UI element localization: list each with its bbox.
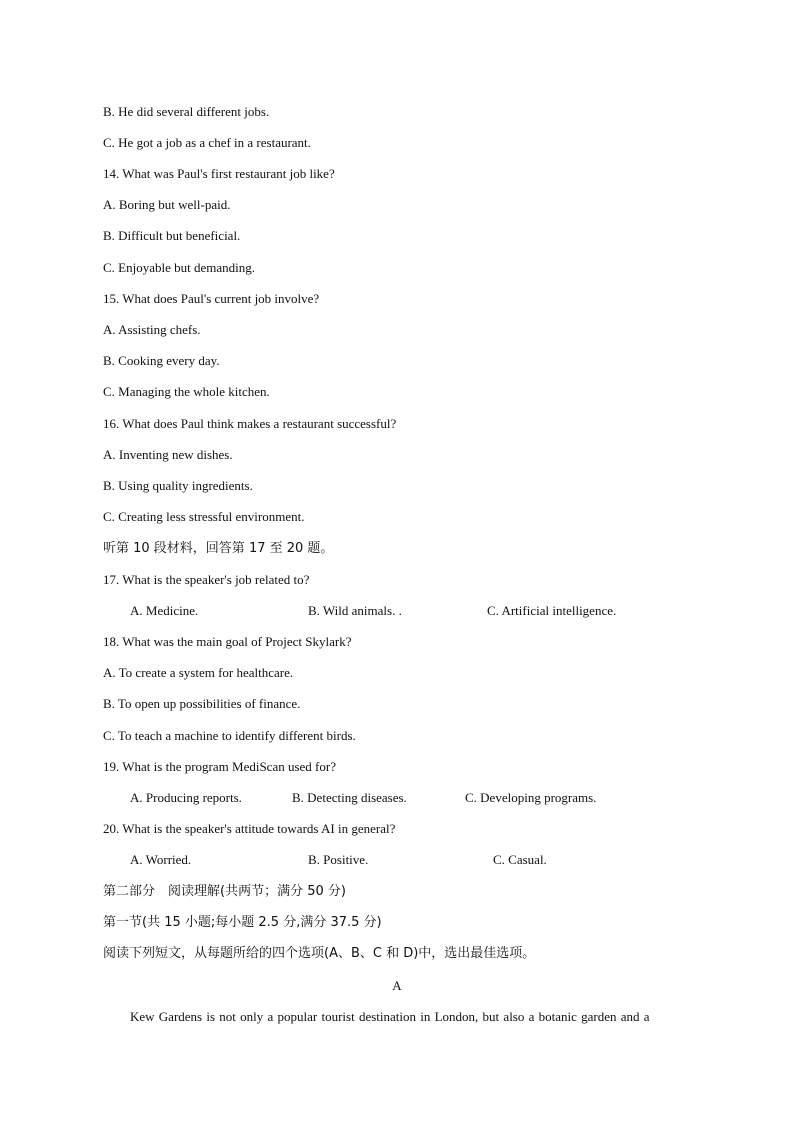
q19-option-b: B. Detecting diseases.	[292, 790, 407, 805]
q17-question: 17. What is the speaker's job related to?	[103, 572, 310, 587]
q19-option-c: C. Developing programs.	[465, 790, 597, 805]
q14-option-a: A. Boring but well-paid.	[103, 197, 231, 212]
q15-option-a: A. Assisting chefs.	[103, 322, 201, 337]
q18-option-a: A. To create a system for healthcare.	[103, 665, 294, 680]
q17-option-c: C. Artificial intelligence.	[487, 603, 617, 618]
q16-question: 16. What does Paul think makes a restaurant successful?	[103, 416, 397, 431]
q19-option-a: A. Producing reports.	[130, 790, 242, 805]
q13-option-b: B. He did several different jobs.	[103, 104, 270, 119]
q15-option-b: B. Cooking every day.	[103, 353, 220, 368]
q20-option-c: C. Casual.	[493, 852, 547, 867]
q18-question: 18. What was the main goal of Project Skylark?	[103, 634, 352, 649]
part-2-section-1: 第一节(共 15 小题;每小题 2.5 分,满分 37.5 分)	[103, 915, 382, 930]
part-2-heading: 第二部分 阅读理解(共两节；满分 50 分)	[103, 884, 346, 899]
q15-option-c: C. Managing the whole kitchen.	[103, 384, 270, 399]
q14-question: 14. What was Paul's first restaurant job like?	[103, 166, 335, 181]
q19-question: 19. What is the program MediScan used for?	[103, 759, 336, 774]
q20-option-b: B. Positive.	[308, 852, 369, 867]
q20-option-a: A. Worried.	[130, 852, 192, 867]
passage-a-label: A	[392, 978, 402, 993]
q16-option-b: B. Using quality ingredients.	[103, 478, 253, 493]
q17-option-a: A. Medicine.	[130, 603, 199, 618]
q13-option-c: C. He got a job as a chef in a restaurant.	[103, 135, 311, 150]
q17-option-b: B. Wild animals. .	[308, 603, 402, 618]
q14-option-c: C. Enjoyable but demanding.	[103, 260, 256, 275]
q18-option-c: C. To teach a machine to identify different birds.	[103, 728, 356, 743]
q14-option-b: B. Difficult but beneficial.	[103, 228, 241, 243]
q18-option-b: B. To open up possibilities of finance.	[103, 696, 301, 711]
part-2-instruction: 阅读下列短文，从每题所给的四个选项(A、B、C 和 D)中，选出最佳选项。	[103, 946, 536, 961]
q15-question: 15. What does Paul's current job involve?	[103, 291, 320, 306]
section-10-instruction: 听第 10 段材料，回答第 17 至 20 题。	[103, 541, 334, 556]
q16-option-a: A. Inventing new dishes.	[103, 447, 233, 462]
passage-a-first-line: Kew Gardens is not only a popular tourist destination in London, but also a botanic garden and a	[130, 1009, 650, 1024]
q20-question: 20. What is the speaker's attitude towards AI in general?	[103, 821, 396, 836]
q16-option-c: C. Creating less stressful environment.	[103, 509, 305, 524]
